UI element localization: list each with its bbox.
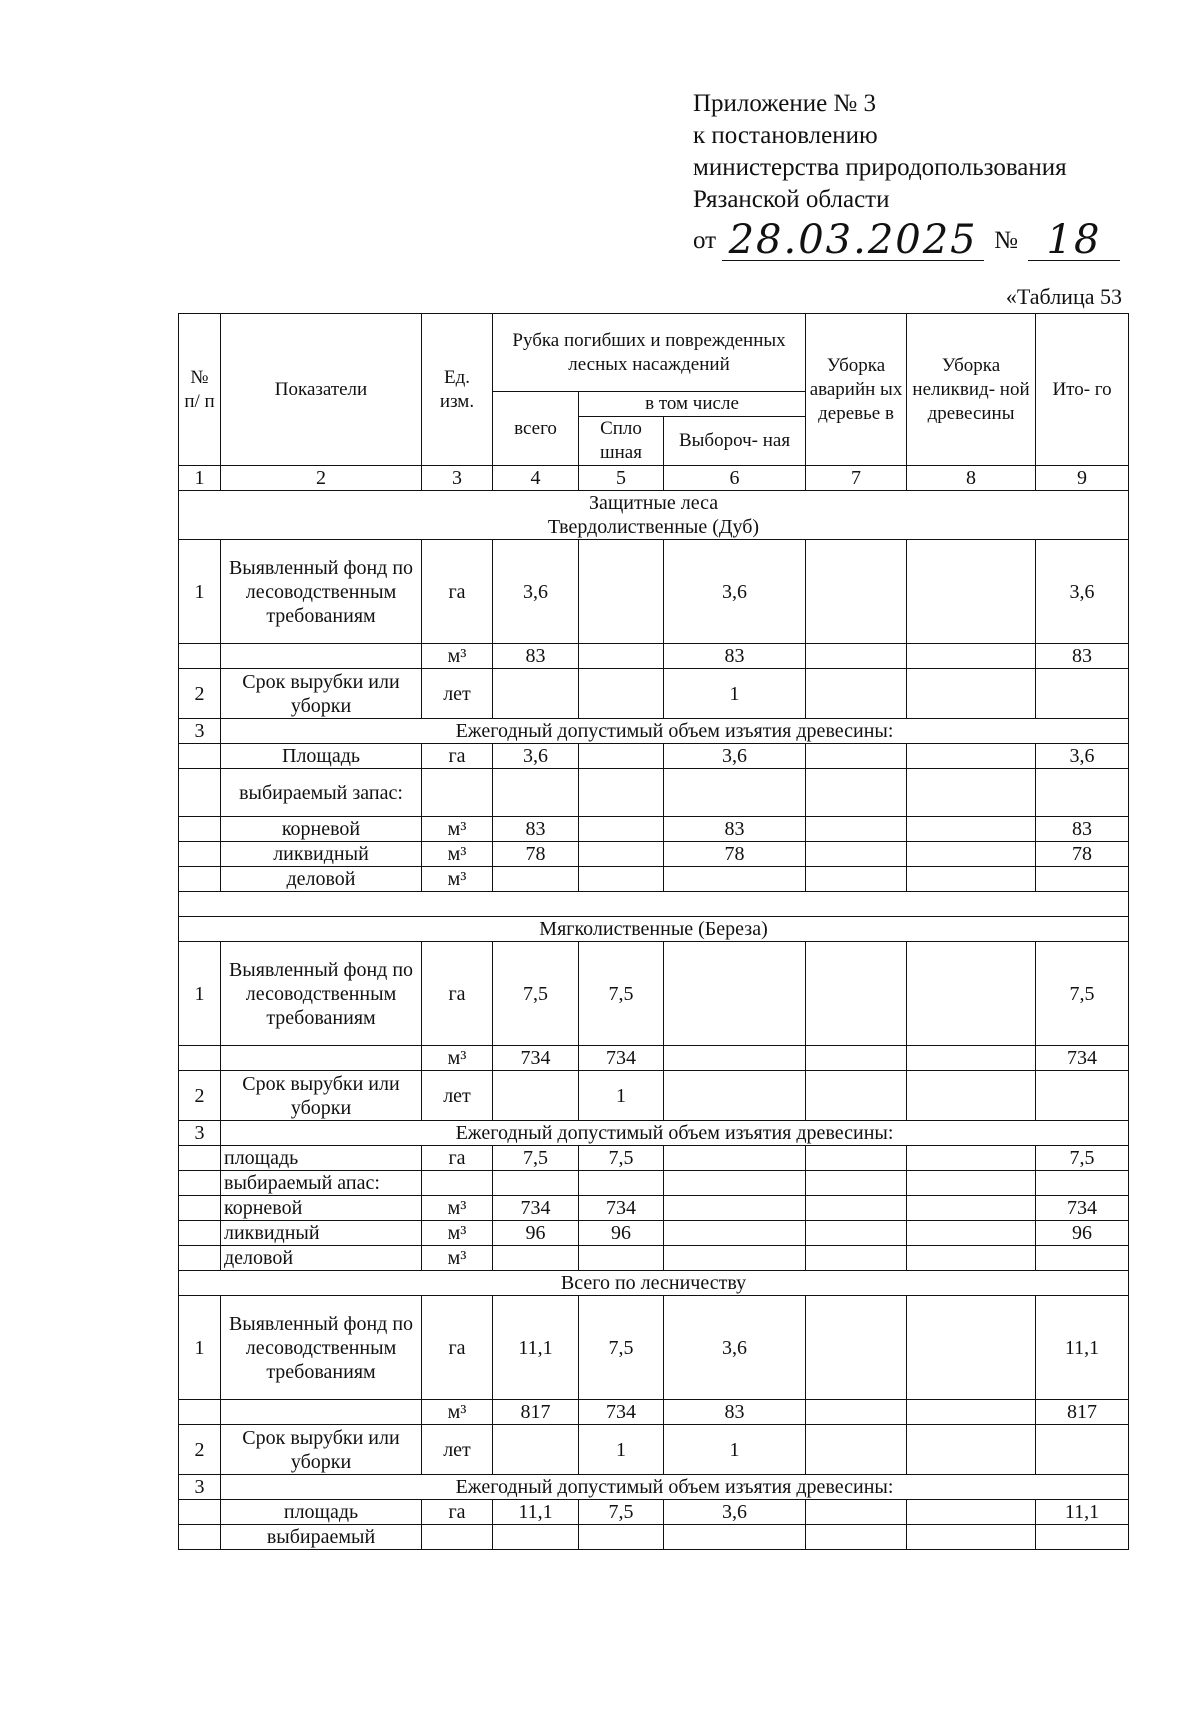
unit-cell: м³ bbox=[422, 1221, 493, 1246]
indicator-label: площадь bbox=[221, 1146, 422, 1171]
value-selective bbox=[664, 867, 806, 892]
value-clear: 7,5 bbox=[579, 942, 664, 1046]
indicator-label: Срок вырубки или уборки bbox=[221, 1425, 422, 1475]
value-illiquid bbox=[907, 842, 1036, 867]
unit-cell: га bbox=[422, 1500, 493, 1525]
value-total bbox=[493, 867, 579, 892]
value-selective bbox=[664, 1196, 806, 1221]
table-row bbox=[179, 669, 1129, 719]
col-clear-header: Спло шная bbox=[579, 417, 664, 466]
spacer-row bbox=[179, 892, 1129, 917]
col-illiquid-header: Уборка неликвид- ной древесины bbox=[907, 314, 1036, 466]
value-illiquid bbox=[907, 1171, 1036, 1196]
col-index: 5 bbox=[579, 466, 664, 491]
row-number bbox=[179, 1221, 221, 1246]
value-sum: 7,5 bbox=[1036, 942, 1129, 1046]
row-number: 2 bbox=[179, 1425, 221, 1475]
table-row bbox=[179, 1400, 1129, 1425]
value-selective: 3,6 bbox=[664, 1500, 806, 1525]
value-total: 817 bbox=[493, 1400, 579, 1425]
unit-cell: га bbox=[422, 1146, 493, 1171]
row-number bbox=[179, 769, 221, 817]
value-clear bbox=[579, 644, 664, 669]
table-row bbox=[179, 1046, 1129, 1071]
value-clear: 734 bbox=[579, 1046, 664, 1071]
section-title-row bbox=[179, 491, 1129, 540]
value-emergency bbox=[806, 769, 907, 817]
value-total: 734 bbox=[493, 1196, 579, 1221]
value-clear bbox=[579, 1246, 664, 1271]
value-selective: 1 bbox=[664, 1425, 806, 1475]
value-total bbox=[493, 1071, 579, 1121]
value-emergency bbox=[806, 540, 907, 644]
value-illiquid bbox=[907, 1500, 1036, 1525]
row-number: 3 bbox=[179, 719, 221, 744]
table-row bbox=[179, 1196, 1129, 1221]
number-sign: № bbox=[994, 227, 1018, 254]
unit-cell: м³ bbox=[422, 867, 493, 892]
unit-cell: га bbox=[422, 744, 493, 769]
unit-cell bbox=[422, 1525, 493, 1550]
indicator-label: выбираемый запас: bbox=[221, 769, 422, 817]
species-group-title: Твердолиственные (Дуб) bbox=[547, 516, 760, 538]
table-row bbox=[179, 1146, 1129, 1171]
col-unit-header: Ед. изм. bbox=[422, 314, 493, 466]
col-index: 2 bbox=[221, 466, 422, 491]
value-selective: 83 bbox=[664, 817, 806, 842]
value-clear: 1 bbox=[579, 1071, 664, 1121]
table-row bbox=[179, 867, 1129, 892]
value-clear bbox=[579, 1525, 664, 1550]
value-emergency bbox=[806, 1146, 907, 1171]
indicator-label: деловой bbox=[221, 867, 422, 892]
col-index: 4 bbox=[493, 466, 579, 491]
col-num-header: № п/ п bbox=[179, 314, 221, 466]
row-number: 2 bbox=[179, 669, 221, 719]
value-sum: 11,1 bbox=[1036, 1296, 1129, 1400]
indicator-label bbox=[221, 1046, 422, 1071]
value-sum bbox=[1036, 769, 1129, 817]
value-clear bbox=[579, 817, 664, 842]
col-index: 6 bbox=[664, 466, 806, 491]
value-illiquid bbox=[907, 1400, 1036, 1425]
row-number bbox=[179, 842, 221, 867]
table-row bbox=[179, 744, 1129, 769]
value-selective bbox=[664, 1525, 806, 1550]
forest-category-title: Защитные леса bbox=[588, 492, 719, 514]
value-total bbox=[493, 1246, 579, 1271]
indicator-label: корневой bbox=[221, 1196, 422, 1221]
value-illiquid bbox=[907, 1221, 1036, 1246]
value-clear bbox=[579, 669, 664, 719]
from-label: от bbox=[693, 227, 717, 254]
indicator-label: ликвидный bbox=[221, 842, 422, 867]
value-total: 83 bbox=[493, 817, 579, 842]
value-selective bbox=[664, 1246, 806, 1271]
value-selective: 3,6 bbox=[664, 540, 806, 644]
indicator-label: Срок вырубки или уборки bbox=[221, 1071, 422, 1121]
value-sum: 83 bbox=[1036, 644, 1129, 669]
value-clear: 7,5 bbox=[579, 1296, 664, 1400]
table-row bbox=[179, 842, 1129, 867]
table-row bbox=[179, 644, 1129, 669]
value-total: 3,6 bbox=[493, 744, 579, 769]
appendix-header bbox=[693, 88, 1120, 263]
row-number bbox=[179, 1146, 221, 1171]
row-number bbox=[179, 1246, 221, 1271]
row-number bbox=[179, 1525, 221, 1550]
section-title-row bbox=[179, 917, 1129, 942]
value-illiquid bbox=[907, 769, 1036, 817]
value-total: 11,1 bbox=[493, 1500, 579, 1525]
value-selective: 83 bbox=[664, 644, 806, 669]
value-emergency bbox=[806, 644, 907, 669]
row-number bbox=[179, 744, 221, 769]
row-number bbox=[179, 1196, 221, 1221]
row-number bbox=[179, 1500, 221, 1525]
value-clear: 1 bbox=[579, 1425, 664, 1475]
unit-cell: м³ bbox=[422, 644, 493, 669]
row-number bbox=[179, 1046, 221, 1071]
species-group-title: Мягколиственные (Береза) bbox=[179, 917, 1129, 942]
unit-cell: га bbox=[422, 1296, 493, 1400]
value-total: 7,5 bbox=[493, 1146, 579, 1171]
col-index: 1 bbox=[179, 466, 221, 491]
value-emergency bbox=[806, 1071, 907, 1121]
value-total: 96 bbox=[493, 1221, 579, 1246]
value-sum: 3,6 bbox=[1036, 744, 1129, 769]
value-illiquid bbox=[907, 1246, 1036, 1271]
value-sum bbox=[1036, 1425, 1129, 1475]
col-index: 9 bbox=[1036, 466, 1129, 491]
row-number: 2 bbox=[179, 1071, 221, 1121]
unit-cell: м³ bbox=[422, 1400, 493, 1425]
column-index-row bbox=[179, 466, 1129, 491]
value-sum: 734 bbox=[1036, 1196, 1129, 1221]
value-sum: 11,1 bbox=[1036, 1500, 1129, 1525]
annual-volume-label: Ежегодный допустимый объем изъятия древесины: bbox=[221, 719, 1129, 744]
unit-cell: м³ bbox=[422, 1046, 493, 1071]
value-clear: 7,5 bbox=[579, 1146, 664, 1171]
section-title bbox=[179, 491, 1129, 540]
row-number: 1 bbox=[179, 540, 221, 644]
value-selective: 83 bbox=[664, 1400, 806, 1425]
col-index: 8 bbox=[907, 466, 1036, 491]
value-emergency bbox=[806, 1171, 907, 1196]
col-index: 7 bbox=[806, 466, 907, 491]
table-row bbox=[179, 1221, 1129, 1246]
value-selective: 1 bbox=[664, 669, 806, 719]
value-illiquid bbox=[907, 644, 1036, 669]
table-caption: «Таблица 53 bbox=[1005, 284, 1122, 309]
value-emergency bbox=[806, 1196, 907, 1221]
value-emergency bbox=[806, 1425, 907, 1475]
col-emergency-header: Уборка аварийн ых деревье в bbox=[806, 314, 907, 466]
indicator-label: Выявленный фонд по лесоводственным требованиям bbox=[221, 1296, 422, 1400]
value-total: 83 bbox=[493, 644, 579, 669]
col-selective-header: Выбороч- ная bbox=[664, 417, 806, 466]
unit-cell: м³ bbox=[422, 1246, 493, 1271]
value-illiquid bbox=[907, 817, 1036, 842]
value-total: 7,5 bbox=[493, 942, 579, 1046]
indicator-label: выбираемый bbox=[221, 1525, 422, 1550]
value-selective bbox=[664, 1221, 806, 1246]
table-row bbox=[179, 540, 1129, 644]
value-selective: 3,6 bbox=[664, 744, 806, 769]
indicator-label: ликвидный bbox=[221, 1221, 422, 1246]
handwritten-date: 28.03.2025 bbox=[722, 220, 984, 261]
appendix-title: Приложение № 3 bbox=[693, 90, 877, 117]
unit-cell: лет bbox=[422, 1425, 493, 1475]
value-sum bbox=[1036, 1246, 1129, 1271]
value-emergency bbox=[806, 1246, 907, 1271]
value-clear bbox=[579, 867, 664, 892]
row-number bbox=[179, 644, 221, 669]
table-row bbox=[179, 1525, 1129, 1550]
value-emergency bbox=[806, 867, 907, 892]
col-incl-header: в том числе bbox=[579, 392, 806, 417]
appendix-ref-line: к постановлению bbox=[693, 122, 878, 149]
value-sum: 734 bbox=[1036, 1046, 1129, 1071]
value-total bbox=[493, 1525, 579, 1550]
value-illiquid bbox=[907, 1146, 1036, 1171]
value-total: 78 bbox=[493, 842, 579, 867]
value-selective bbox=[664, 769, 806, 817]
indicator-label: выбираемый апас: bbox=[221, 1171, 422, 1196]
value-emergency bbox=[806, 1296, 907, 1400]
table-row bbox=[179, 1475, 1129, 1500]
row-number bbox=[179, 817, 221, 842]
value-sum: 817 bbox=[1036, 1400, 1129, 1425]
indicator-label bbox=[221, 1400, 422, 1425]
section-total-title: Всего по лесничеству bbox=[179, 1271, 1129, 1296]
value-total bbox=[493, 1171, 579, 1196]
row-number: 1 bbox=[179, 1296, 221, 1400]
value-clear bbox=[579, 1171, 664, 1196]
value-sum: 96 bbox=[1036, 1221, 1129, 1246]
value-illiquid bbox=[907, 1425, 1036, 1475]
value-illiquid bbox=[907, 1296, 1036, 1400]
value-emergency bbox=[806, 842, 907, 867]
value-clear: 96 bbox=[579, 1221, 664, 1246]
unit-cell: лет bbox=[422, 669, 493, 719]
value-illiquid bbox=[907, 744, 1036, 769]
value-total: 734 bbox=[493, 1046, 579, 1071]
table-header-row bbox=[179, 314, 1129, 392]
value-illiquid bbox=[907, 867, 1036, 892]
value-clear: 734 bbox=[579, 1400, 664, 1425]
value-selective bbox=[664, 942, 806, 1046]
value-sum: 83 bbox=[1036, 817, 1129, 842]
value-clear bbox=[579, 744, 664, 769]
indicator-label bbox=[221, 644, 422, 669]
value-emergency bbox=[806, 1525, 907, 1550]
value-total bbox=[493, 669, 579, 719]
value-illiquid bbox=[907, 942, 1036, 1046]
appendix-ministry-line: министерства природопользования bbox=[693, 154, 1067, 181]
col-index: 3 bbox=[422, 466, 493, 491]
value-sum bbox=[1036, 867, 1129, 892]
col-indicator-header: Показатели bbox=[221, 314, 422, 466]
value-sum bbox=[1036, 1171, 1129, 1196]
value-emergency bbox=[806, 669, 907, 719]
decree-date-line bbox=[693, 216, 1120, 263]
unit-cell bbox=[422, 1171, 493, 1196]
value-clear bbox=[579, 842, 664, 867]
value-sum bbox=[1036, 1071, 1129, 1121]
value-sum bbox=[1036, 669, 1129, 719]
value-clear: 734 bbox=[579, 1196, 664, 1221]
table-row bbox=[179, 1121, 1129, 1146]
forest-volume-table bbox=[178, 313, 1129, 1550]
value-illiquid bbox=[907, 540, 1036, 644]
value-sum bbox=[1036, 1525, 1129, 1550]
indicator-label: Площадь bbox=[221, 744, 422, 769]
indicator-label: площадь bbox=[221, 1500, 422, 1525]
unit-cell: га bbox=[422, 942, 493, 1046]
row-number bbox=[179, 1171, 221, 1196]
indicator-label: корневой bbox=[221, 817, 422, 842]
value-emergency bbox=[806, 942, 907, 1046]
handwritten-number: 18 bbox=[1028, 220, 1120, 261]
spacer-cell bbox=[179, 892, 1129, 917]
row-number: 1 bbox=[179, 942, 221, 1046]
unit-cell: лет bbox=[422, 1071, 493, 1121]
value-total: 3,6 bbox=[493, 540, 579, 644]
value-total bbox=[493, 769, 579, 817]
value-clear bbox=[579, 769, 664, 817]
row-number: 3 bbox=[179, 1475, 221, 1500]
indicator-label: Выявленный фонд по лесоводственным требованиям bbox=[221, 540, 422, 644]
unit-cell bbox=[422, 769, 493, 817]
value-emergency bbox=[806, 744, 907, 769]
value-illiquid bbox=[907, 1071, 1036, 1121]
value-illiquid bbox=[907, 669, 1036, 719]
indicator-label: деловой bbox=[221, 1246, 422, 1271]
value-sum: 78 bbox=[1036, 842, 1129, 867]
table-row bbox=[179, 817, 1129, 842]
section-title-row bbox=[179, 1271, 1129, 1296]
col-total-header: всего bbox=[493, 392, 579, 466]
value-selective: 78 bbox=[664, 842, 806, 867]
indicator-label: Срок вырубки или уборки bbox=[221, 669, 422, 719]
value-emergency bbox=[806, 1500, 907, 1525]
row-number bbox=[179, 867, 221, 892]
value-sum: 7,5 bbox=[1036, 1146, 1129, 1171]
value-illiquid bbox=[907, 1046, 1036, 1071]
table-row bbox=[179, 1500, 1129, 1525]
appendix-region-line: Рязанской области bbox=[693, 186, 890, 213]
table-row bbox=[179, 1425, 1129, 1475]
table-row bbox=[179, 719, 1129, 744]
value-selective bbox=[664, 1171, 806, 1196]
table-row bbox=[179, 1246, 1129, 1271]
value-sum: 3,6 bbox=[1036, 540, 1129, 644]
unit-cell: м³ bbox=[422, 817, 493, 842]
table-row bbox=[179, 1071, 1129, 1121]
value-selective: 3,6 bbox=[664, 1296, 806, 1400]
table-row bbox=[179, 1171, 1129, 1196]
table-row bbox=[179, 1296, 1129, 1400]
col-sum-header: Ито- го bbox=[1036, 314, 1129, 466]
annual-volume-label: Ежегодный допустимый объем изъятия древесины: bbox=[221, 1475, 1129, 1500]
value-illiquid bbox=[907, 1196, 1036, 1221]
table-row bbox=[179, 942, 1129, 1046]
value-emergency bbox=[806, 1221, 907, 1246]
row-number bbox=[179, 1400, 221, 1425]
value-emergency bbox=[806, 817, 907, 842]
unit-cell: м³ bbox=[422, 842, 493, 867]
value-clear: 7,5 bbox=[579, 1500, 664, 1525]
value-selective bbox=[664, 1046, 806, 1071]
value-emergency bbox=[806, 1400, 907, 1425]
row-number: 3 bbox=[179, 1121, 221, 1146]
unit-cell: м³ bbox=[422, 1196, 493, 1221]
value-emergency bbox=[806, 1046, 907, 1071]
table-row bbox=[179, 769, 1129, 817]
unit-cell: га bbox=[422, 540, 493, 644]
indicator-label: Выявленный фонд по лесоводственным требованиям bbox=[221, 942, 422, 1046]
value-illiquid bbox=[907, 1525, 1036, 1550]
value-total bbox=[493, 1425, 579, 1475]
value-total: 11,1 bbox=[493, 1296, 579, 1400]
value-clear bbox=[579, 540, 664, 644]
value-selective bbox=[664, 1146, 806, 1171]
value-selective bbox=[664, 1071, 806, 1121]
col-group-header: Рубка погибших и поврежденных лесных насаждений bbox=[493, 314, 806, 392]
annual-volume-label: Ежегодный допустимый объем изъятия древесины: bbox=[221, 1121, 1129, 1146]
